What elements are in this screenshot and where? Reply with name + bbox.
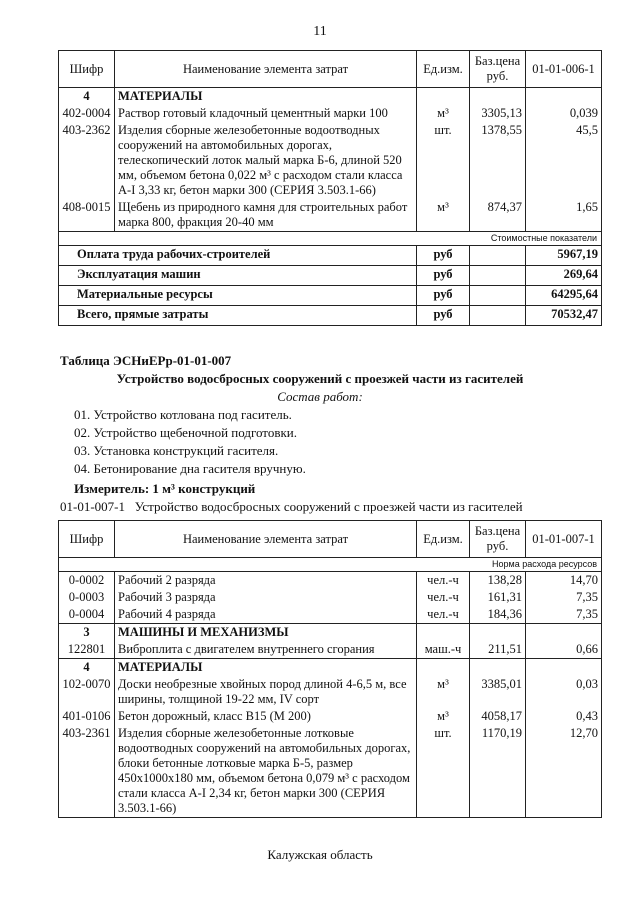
note-row [59,232,602,246]
row-price: 874,37 [470,199,526,232]
row-price: 211,51 [470,641,526,659]
header-price: Баз.цена руб. [470,521,526,558]
header-table-code: 01-01-007-1 [526,521,602,558]
header-table-code: 01-01-006-1 [526,51,602,88]
row-unit: м³ [417,199,470,232]
row-price: 184,36 [470,606,526,624]
section-row-materials [59,659,602,677]
table-row [59,572,602,590]
row-price: 4058,17 [470,708,526,725]
section-row-machines [59,624,602,642]
work-step: 03. Установка конструкций гасителя. [74,443,279,458]
note-row [59,558,602,572]
row-unit: чел.-ч [417,589,470,606]
row-name: Бетон дорожный, класс В15 (М 200) [115,708,417,725]
row-code: 403-2361 [59,725,115,818]
summary-label: Материальные ресурсы [59,286,417,306]
measurement-unit: Измеритель: 1 м³ конструкций [74,481,256,496]
section-title: МАШИНЫ И МЕХАНИЗМЫ [115,624,417,642]
row-value: 0,03 [526,676,602,708]
norm-code-line: 01-01-007-1 Устройство водосбросных сооружений с проезжей части из гасителей [60,499,523,514]
row-code: 0-0002 [59,572,115,590]
section-title: МАТЕРИАЛЫ [115,659,417,677]
row-unit: шт. [417,122,470,199]
page-number: 11 [313,24,327,39]
row-price: 138,28 [470,572,526,590]
row-code: 401-0106 [59,708,115,725]
work-step: 01. Устройство котлована под гаситель. [74,407,292,422]
summary-label: Оплата труда рабочих-строителей [59,246,417,266]
row-value: 14,70 [526,572,602,590]
header-price: Баз.цена руб. [470,51,526,88]
row-price: 1378,55 [470,122,526,199]
row-value: 12,70 [526,725,602,818]
row-code: 408-0015 [59,199,115,232]
section-title: МАТЕРИАЛЫ [115,88,417,106]
row-value: 1,65 [526,199,602,232]
section-number: 4 [59,659,115,677]
table-header-row [59,521,602,558]
summary-value: 64295,64 [526,286,602,306]
row-value: 0,039 [526,105,602,122]
summary-value: 5967,19 [526,246,602,266]
row-unit: маш.-ч [417,641,470,659]
work-step: 04. Бетонирование дна гасителя вручную. [74,461,306,476]
row-name: Изделия сборные железобетонные лотковые водоотводных сооружений на автомобильных дорогах, блоки бетонные лотковые марка Б-5, размер 450x1000x180 мм, объемом бетона 0,079 м³ с расходом стали класса А-I 2,34 кг, бетон марки 300 (СЕРИЯ 3.503.1-66) [115,725,417,818]
row-value: 7,35 [526,589,602,606]
row-price: 3385,01 [470,676,526,708]
row-value: 45,5 [526,122,602,199]
summary-value: 269,64 [526,266,602,286]
table-row [59,105,602,122]
row-code: 0-0004 [59,606,115,624]
table-row [59,708,602,725]
row-unit: м³ [417,105,470,122]
row-value: 0,66 [526,641,602,659]
summary-row [59,246,602,266]
summary-label: Всего, прямые затраты [59,306,417,326]
row-code: 403-2362 [59,122,115,199]
row-code: 122801 [59,641,115,659]
table-row [59,122,602,199]
row-name: Доски необрезные хвойных пород длиной 4-6,5 м, все ширины, толщиной 19-22 мм, IV сорт [115,676,417,708]
resource-table-007 [58,520,602,818]
header-code: Шифр [59,521,115,558]
composition-title: Состав работ: [277,389,363,404]
row-price: 1170,19 [470,725,526,818]
section-number: 3 [59,624,115,642]
row-code: 402-0004 [59,105,115,122]
work-step: 02. Устройство щебеночной подготовки. [74,425,297,440]
row-code: 0-0003 [59,589,115,606]
row-unit: шт. [417,725,470,818]
row-name: Щебень из природного камня для строительных работ марка 800, фракция 20-40 мм [115,199,417,232]
header-unit: Ед.изм. [417,51,470,88]
row-value: 0,43 [526,708,602,725]
table-heading: Устройство водосбросных сооружений с проезжей части из гасителей [116,371,524,386]
summary-unit: руб [417,266,470,286]
row-price: 3305,13 [470,105,526,122]
row-name: Рабочий 4 разряда [115,606,417,624]
row-name: Виброплита с двигателем внутреннего сгорания [115,641,417,659]
table-row [59,199,602,232]
cost-indicators-note: Стоимостные показатели [59,232,602,246]
row-name: Раствор готовый кладочный цементный марки 100 [115,105,417,122]
header-name: Наименование элемента затрат [115,51,417,88]
row-code: 102-0070 [59,676,115,708]
row-unit: чел.-ч [417,606,470,624]
table-row [59,725,602,818]
section-row-materials [59,88,602,106]
row-value: 7,35 [526,606,602,624]
header-unit: Ед.изм. [417,521,470,558]
summary-value: 70532,47 [526,306,602,326]
resource-norm-note: Норма расхода ресурсов [59,558,602,572]
header-code: Шифр [59,51,115,88]
row-name: Рабочий 3 разряда [115,589,417,606]
section-number: 4 [59,88,115,106]
row-unit: чел.-ч [417,572,470,590]
row-price: 161,31 [470,589,526,606]
table-header-row [59,51,602,88]
summary-row [59,286,602,306]
resource-table-006 [58,50,602,326]
table-row [59,606,602,624]
table-row [59,641,602,659]
row-unit: м³ [417,676,470,708]
row-name: Рабочий 2 разряда [115,572,417,590]
table-row [59,676,602,708]
row-unit: м³ [417,708,470,725]
header-name: Наименование элемента затрат [115,521,417,558]
summary-row [59,306,602,326]
summary-unit: руб [417,306,470,326]
row-name: Изделия сборные железобетонные водоотводных сооружений на автомобильных дорогах, телескопический лоток малый марка Б-6, длиной 520 мм, объемом бетона 0,022 м³ с расходом стали класса А-I 3,33 кг, бетон марки 300 (СЕРИЯ 3.503.1-66) [115,122,417,199]
summary-row [59,266,602,286]
table-title: Таблица ЭСНиЕРр-01-01-007 [60,353,232,368]
summary-unit: руб [417,246,470,266]
footer-region: Калужская область [267,847,373,862]
table-row [59,589,602,606]
summary-label: Эксплуатация машин [59,266,417,286]
summary-unit: руб [417,286,470,306]
